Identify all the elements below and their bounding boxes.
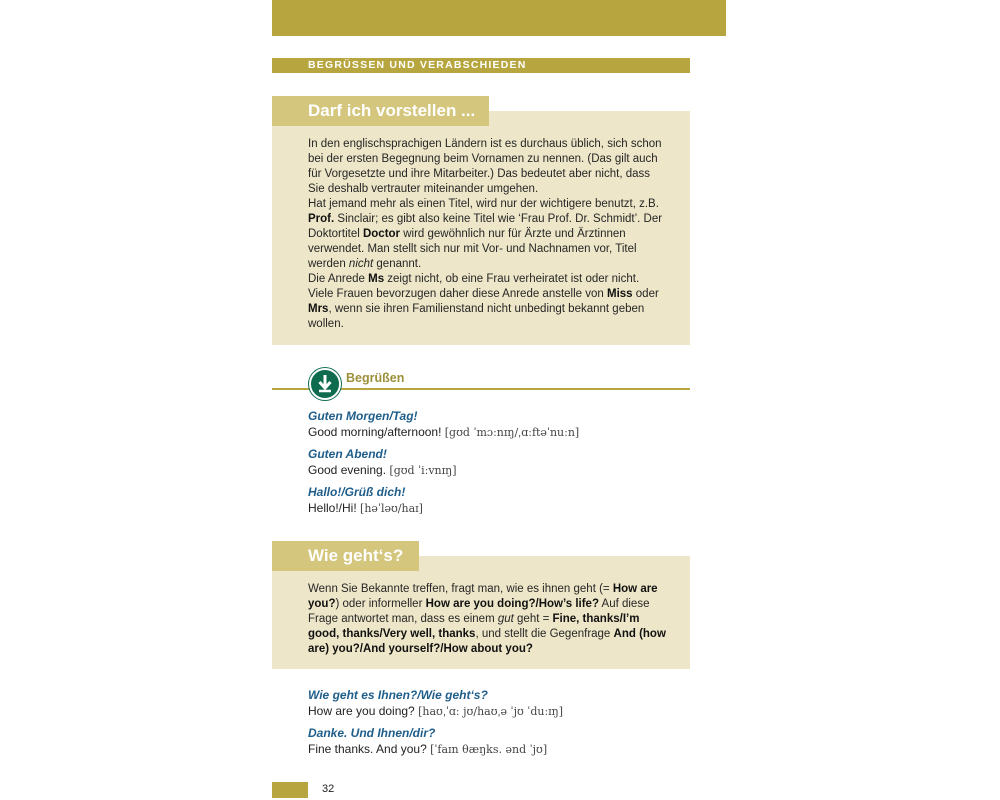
how-are-you-text-line: Wenn Sie Bekannte treffen, fragt man, wie es ihnen geht (= How are <box>308 583 658 595</box>
how-are-you-text-line: Frage antwortet man, dass es einem gut geht = Fine, thanks/I’m <box>308 613 640 625</box>
phrase-english: Good morning/afternoon! [gʊd ˈmɔːnɪŋ/ˌɑːftəˈnuːn] <box>308 425 580 439</box>
phrase-german: Hallo!/Grüß dich! <box>308 485 406 499</box>
section-header: BEGRÜSSEN UND VERABSCHIEDEN <box>272 58 690 73</box>
intro-text-line: für Vorgesetzte und ihre Mitarbeiter.) Das bedeutet aber nicht, dass <box>308 168 650 180</box>
list-item <box>308 688 688 726</box>
how-are-you-text-line: you?) oder informeller How are you doing?/How’s life? Auf diese <box>308 598 650 610</box>
phrase-german: Danke. Und Ihnen/dir? <box>308 726 436 740</box>
top-color-band <box>272 0 726 36</box>
page-number-tab <box>272 782 308 798</box>
list-item <box>308 409 688 447</box>
phrase-german: Guten Morgen/Tag! <box>308 409 418 423</box>
box-title-intro: Darf ich vorstellen ... <box>272 96 489 126</box>
phrase-german: Wie geht es Ihnen?/Wie geht‘s? <box>308 688 488 702</box>
phrase-english: Hello!/Hi! [həˈləʊ/haɪ] <box>308 501 423 515</box>
list-item <box>308 485 688 523</box>
phonetic-transcription: [ˈfaɪn θæŋks. ənd ˈjʊ] <box>430 743 548 756</box>
greeting-heading: Begrüßen <box>346 371 405 385</box>
phonetic-transcription: [həˈləʊ/haɪ] <box>360 502 423 515</box>
how-are-you-text-line: good, thanks/Very well, thanks, und stellt die Gegenfrage And (how <box>308 628 666 640</box>
intro-text-line: Viele Frauen bevorzugen daher diese Anrede anstelle von Miss oder <box>308 288 659 300</box>
intro-text-line: Hat jemand mehr als einen Titel, wird nur der wichtigere benutzt, z.B. <box>308 198 659 210</box>
list-item <box>308 447 688 485</box>
phonetic-transcription: [haʊˌˈɑː jʊ/haʊˌə ˈjʊ ˈduːɪŋ] <box>418 705 564 718</box>
intro-text-line: Doktortitel Doctor wird gewöhnlich nur für Ärzte und Ärztinnen <box>308 228 626 240</box>
intro-text-line: wollen. <box>308 318 344 330</box>
phrase-english: Good evening. [gʊd ˈiːvnɪŋ] <box>308 463 457 477</box>
intro-text-line: bei der ersten Begegnung beim Vornamen zu nennen. (Das gilt auch <box>308 153 658 165</box>
intro-text-line: verwendet. Man stellt sich nur mit Vor- und Nachnamen vor, Titel <box>308 243 637 255</box>
intro-text-line: Sie deshalb vertrauter miteinander umgehen. <box>308 183 539 195</box>
page-number: 32 <box>322 783 335 795</box>
box-title-how-are-you: Wie geht‘s? <box>272 541 419 571</box>
phrase-german: Guten Abend! <box>308 447 387 461</box>
intro-text-line: In den englischsprachigen Ländern ist es durchaus üblich, sich schon <box>308 138 662 150</box>
how-are-you-text-line: are) you?/And yourself?/How about you? <box>308 643 533 655</box>
greeting-phrase-list <box>308 409 688 523</box>
download-arrow-icon[interactable] <box>309 368 341 400</box>
intro-paragraph <box>308 137 678 332</box>
intro-text-line: Prof. Sinclair; es gibt also keine Titel wie ‘Frau Prof. Dr. Schmidt’. Der <box>308 213 663 225</box>
list-item <box>308 726 688 764</box>
intro-text-line: werden nicht genannt. <box>308 258 422 270</box>
intro-text-line: Die Anrede Ms zeigt nicht, ob eine Frau verheiratet ist oder nicht. <box>308 273 640 285</box>
phonetic-transcription: [gʊd ˈiːvnɪŋ] <box>389 464 457 477</box>
phonetic-transcription: [gʊd ˈmɔːnɪŋ/ˌɑːftəˈnuːn] <box>444 426 580 439</box>
phrase-english: Fine thanks. And you? [ˈfaɪn θæŋks. ənd ˈjʊ] <box>308 742 548 756</box>
phrase-english: How are you doing? [haʊˌˈɑː jʊ/haʊˌə ˈjʊ ˈduːɪŋ] <box>308 704 564 718</box>
intro-text-line: Mrs, wenn sie ihren Familienstand nicht unbedingt bekannt geben <box>308 303 645 315</box>
how-are-you-phrase-list <box>308 688 688 764</box>
how-are-you-paragraph <box>308 582 683 657</box>
